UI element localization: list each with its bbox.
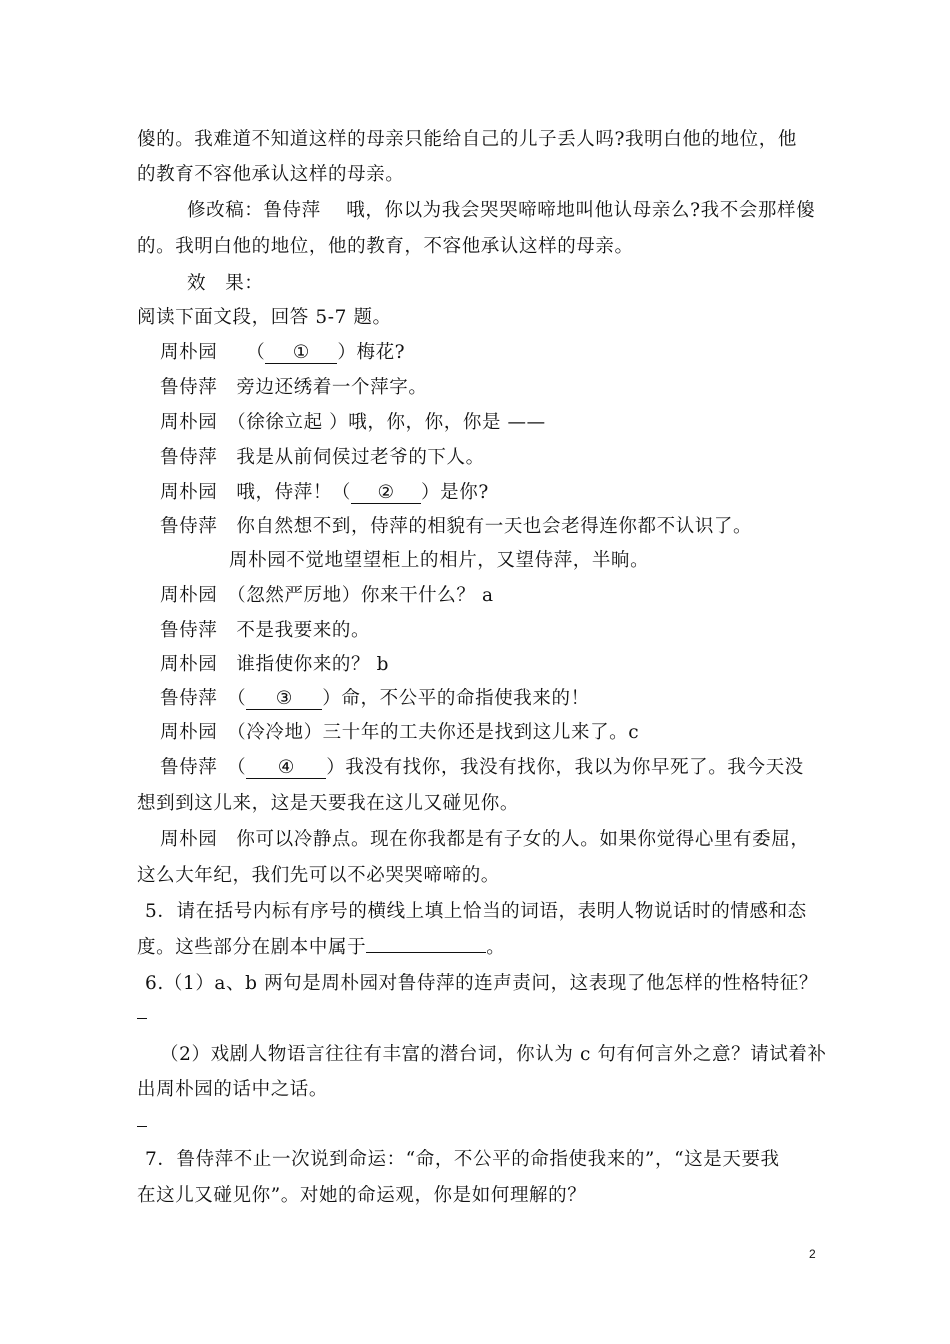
speaker: 鲁侍萍 (160, 620, 218, 641)
dialogue-line: 鲁侍萍 旁边还绣着一个萍字。 (160, 377, 428, 398)
answer-blank[interactable]: ③ (246, 689, 322, 710)
question-7-cont: 在这儿又碰见你”。对她的命运观，你是如何理解的？ (137, 1185, 587, 1206)
speaker: 周朴园 (160, 482, 218, 503)
dialogue-line: 周朴园 （徐徐立起 ）哦，你，你，你是 —— (160, 412, 546, 433)
text-line: 的。我明白他的地位，他的教育，不容他承认这样的母亲。 (137, 236, 634, 257)
dialogue-line: 周朴园 （ ① ）梅花? (160, 342, 406, 363)
answer-blank[interactable]: ① (265, 343, 337, 364)
answer-blank[interactable] (366, 952, 486, 953)
answer-blank[interactable]: ④ (246, 758, 326, 779)
question-6-2: （2）戏剧人物语言往往有丰富的潜台词，你认为 c 句有何言外之意？请试着补 (160, 1044, 827, 1065)
speaker: 鲁侍萍 (160, 688, 218, 709)
answer-line[interactable] (137, 1126, 147, 1127)
speaker: 周朴园 (160, 829, 218, 850)
question-6-2-cont: 出周朴园的话中之话。 (137, 1079, 329, 1100)
dialogue-line: 这么大年纪，我们先可以不必哭哭啼啼的。 (137, 865, 500, 886)
text-line: 傻的。我难道不知道这样的母亲只能给自己的儿子丢人吗?我明白他的地位，他 (137, 129, 797, 150)
dialogue-line: 周朴园 谁指使你来的？ b (160, 654, 390, 675)
speaker: 周朴园 (160, 654, 218, 675)
speaker: 鲁侍萍 (160, 516, 218, 537)
dialogue-line: 周朴园 哦，侍萍！（ ② ）是你? (160, 482, 489, 503)
text-line: 阅读下面文段，回答 5-7 题。 (137, 307, 392, 328)
speaker: 周朴园 (160, 722, 218, 743)
speaker: 周朴园 (160, 412, 218, 433)
question-5: 5．请在括号内标有序号的横线上填上恰当的词语，表明人物说话时的情感和态 (145, 901, 807, 922)
text-line: 的教育不容他承认这样的母亲。 (137, 164, 405, 185)
speaker: 周朴园 (160, 342, 218, 363)
dialogue-line: 鲁侍萍 （ ④ ）我没有找你，我没有找你，我以为你早死了。我今天没 (160, 757, 804, 778)
dialogue-line: 鲁侍萍 我是从前伺侯过老爷的下人。 (160, 447, 485, 468)
speaker: 鲁侍萍 (160, 377, 218, 398)
dialogue-line: 周朴园 （忽然严厉地）你来干什么？ a (160, 585, 494, 606)
text-line: 效 果： (187, 273, 264, 294)
speaker: 鲁侍萍 (160, 757, 218, 778)
stage-direction: 周朴园不觉地望望柜上的相片，又望侍萍，半晌。 (229, 550, 650, 571)
dialogue-line: 鲁侍萍 （ ③ ）命，不公平的命指使我来的！ (160, 688, 590, 709)
dialogue-line: 鲁侍萍 不是我要来的。 (160, 620, 371, 641)
answer-blank[interactable]: ② (351, 483, 421, 504)
dialogue-line: 周朴园 （冷冷地）三十年的工夫你还是找到这儿来了。c (160, 722, 640, 743)
question-5-cont: 度。这些部分在剧本中属于 。 (137, 937, 506, 958)
question-7: 7．鲁侍萍不止一次说到命运：“命，不公平的命指使我来的”，“这是天要我 (145, 1149, 780, 1170)
dialogue-line: 周朴园 你可以冷静点。现在你我都是有子女的人。如果你觉得心里有委屈， (160, 829, 810, 850)
speaker: 鲁侍萍 (160, 447, 218, 468)
answer-line[interactable] (137, 1018, 147, 1019)
page-number: 2 (809, 1247, 816, 1261)
dialogue-line: 鲁侍萍 你自然想不到，侍萍的相貌有一天也会老得连你都不认识了。 (160, 516, 753, 537)
text-line: 修改稿：鲁侍萍 哦，你以为我会哭哭啼啼地叫他认母亲么?我不会那样傻 (187, 200, 816, 221)
question-6: 6.（1）a、b 两句是周朴园对鲁侍萍的连声责问，这表现了他怎样的性格特征？ (145, 973, 818, 994)
speaker: 周朴园 (160, 585, 218, 606)
dialogue-line: 想到到这儿来，这是天要我在这儿又碰见你。 (137, 793, 520, 814)
